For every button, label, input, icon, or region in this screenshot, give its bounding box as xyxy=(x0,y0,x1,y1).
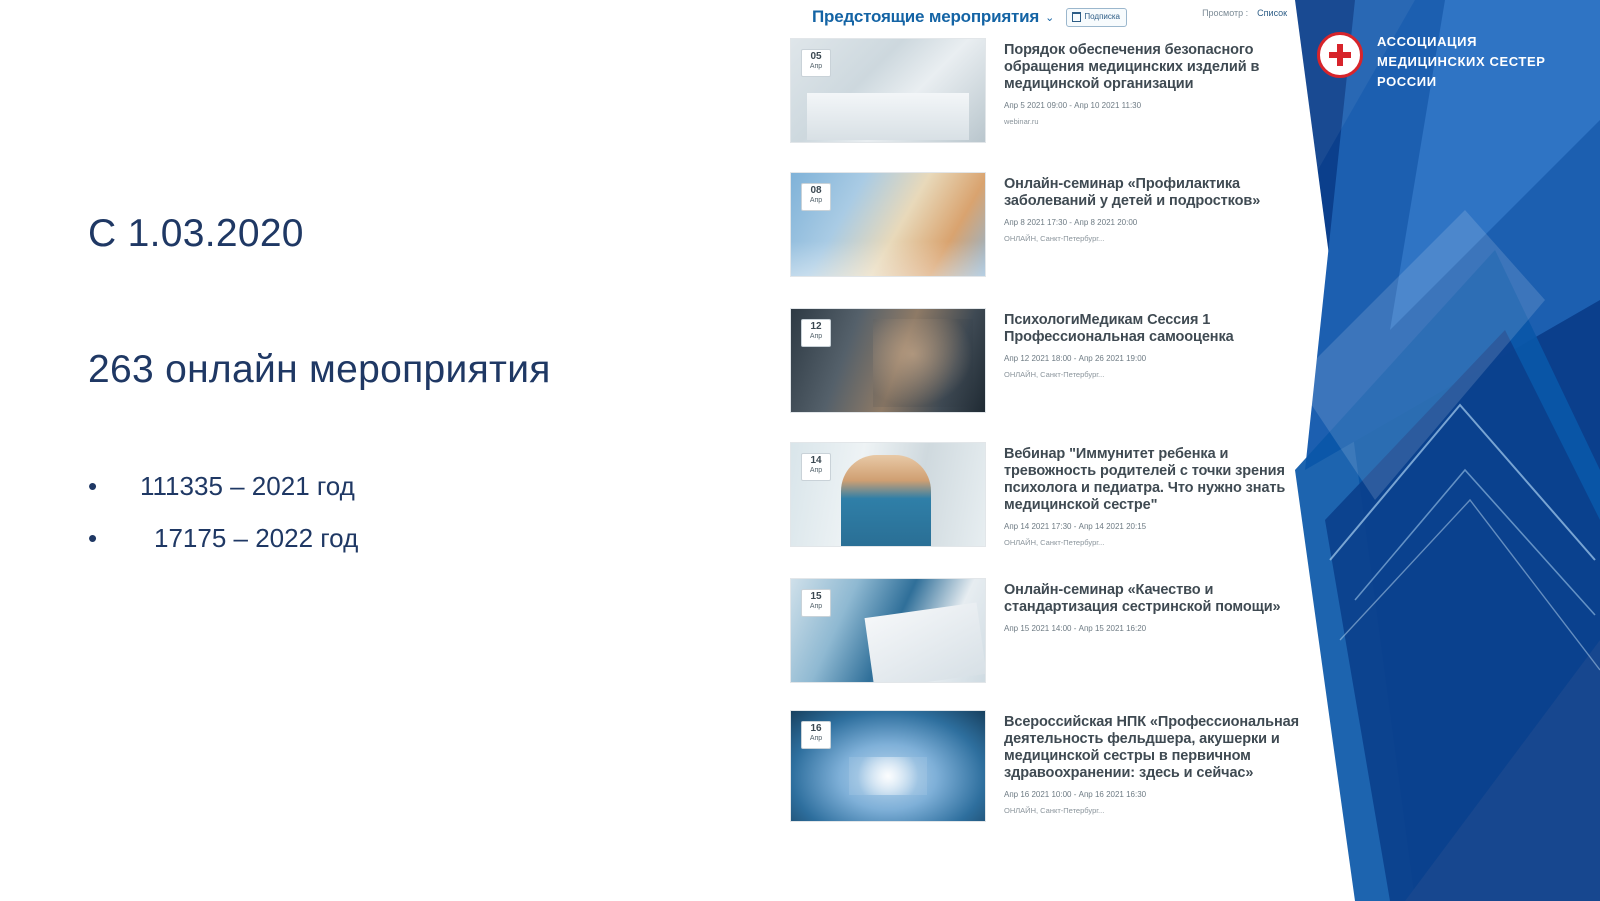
event-title[interactable]: Онлайн-семинар «Качество и стандартизация сестринской помощи» xyxy=(1004,582,1281,616)
calendar-icon xyxy=(1072,12,1081,22)
bullet-list xyxy=(88,470,688,574)
event-title[interactable]: ПсихологиМедикам Сессия 1 Профессиональная самооценка xyxy=(1004,312,1234,346)
view-mode-label: Просмотр : xyxy=(1202,8,1249,18)
event-thumbnail xyxy=(790,710,986,822)
date-badge xyxy=(801,589,831,617)
event-place: ОНЛАЙН, Санкт-Петербург... xyxy=(1004,538,1105,548)
bullet-marker-icon: • xyxy=(88,471,98,501)
event-title[interactable]: Порядок обеспечения безопасного обращения медицинских изделий в медицинской организации xyxy=(1004,42,1260,93)
list-item xyxy=(88,470,688,502)
events-screenshot xyxy=(790,0,1310,880)
brand-panel xyxy=(1295,0,1600,901)
list-item[interactable] xyxy=(790,442,1310,547)
event-thumbnail xyxy=(790,578,986,683)
date-badge xyxy=(801,49,831,77)
headline-date: С 1.03.2020 xyxy=(88,212,304,255)
logo-red-cross-icon xyxy=(1317,32,1363,78)
slide-text-area xyxy=(0,0,790,901)
event-place: webinar.ru xyxy=(1004,117,1039,127)
date-badge xyxy=(801,319,831,347)
date-day: 16 xyxy=(810,723,822,734)
event-body xyxy=(986,578,1310,683)
event-thumbnail xyxy=(790,38,986,143)
event-thumbnail xyxy=(790,442,986,547)
event-time: Апр 8 2021 17:30 - Апр 8 2021 20:00 xyxy=(1004,218,1138,228)
list-item[interactable] xyxy=(790,172,1310,277)
date-badge xyxy=(801,721,831,749)
brand-line-2: МЕДИЦИНСКИХ СЕСТЕР xyxy=(1377,54,1546,70)
event-thumbnail xyxy=(790,308,986,413)
list-item[interactable] xyxy=(790,38,1310,143)
list-item[interactable] xyxy=(790,710,1310,822)
event-thumbnail xyxy=(790,172,986,277)
event-body xyxy=(986,308,1310,413)
date-month: Апр xyxy=(809,602,823,610)
event-time: Апр 12 2021 18:00 - Апр 26 2021 19:00 xyxy=(1004,354,1147,364)
event-title[interactable]: Всероссийская НПК «Профессиональная деятельность фельдшера, акушерки и медицинской сестры в первичном здравоохранении: здесь и сейчас» xyxy=(1004,714,1299,782)
headline-count: 263 онлайн мероприятия xyxy=(88,348,551,391)
event-place: ОНЛАЙН, Санкт-Петербург... xyxy=(1004,806,1105,816)
brand-line-1: АССОЦИАЦИЯ xyxy=(1377,34,1478,49)
date-day: 12 xyxy=(810,321,822,332)
subscribe-button[interactable] xyxy=(1066,8,1127,27)
event-body xyxy=(986,172,1310,277)
date-month: Апр xyxy=(809,466,823,474)
event-time: Апр 5 2021 09:00 - Апр 10 2021 11:30 xyxy=(1004,101,1142,111)
brand-geometry xyxy=(1295,0,1600,901)
events-header xyxy=(790,0,1310,34)
event-time: Апр 16 2021 10:00 - Апр 16 2021 16:30 xyxy=(1004,790,1147,800)
date-month: Апр xyxy=(809,62,823,70)
event-place: ОНЛАЙН, Санкт-Петербург... xyxy=(1004,234,1105,244)
date-month: Апр xyxy=(809,332,823,340)
date-badge xyxy=(801,183,831,211)
date-month: Апр xyxy=(809,734,823,742)
date-day: 15 xyxy=(810,591,822,602)
date-day: 05 xyxy=(810,51,822,62)
event-body xyxy=(986,38,1310,143)
event-time: Апр 15 2021 14:00 - Апр 15 2021 16:20 xyxy=(1004,624,1147,634)
chevron-down-icon[interactable]: ⌄ xyxy=(1045,11,1055,24)
event-place: ОНЛАЙН, Санкт-Петербург... xyxy=(1004,370,1105,380)
date-day: 08 xyxy=(810,185,822,196)
date-month: Апр xyxy=(809,196,823,204)
list-item[interactable] xyxy=(790,578,1310,683)
event-time: Апр 14 2021 17:30 - Апр 14 2021 20:15 xyxy=(1004,522,1147,532)
bullet-text: 17175 – 2022 год xyxy=(154,523,359,553)
event-title[interactable]: Онлайн-семинар «Профилактика заболеваний у детей и подростков» xyxy=(1004,176,1261,210)
page-title: Предстоящие мероприятия xyxy=(812,7,1040,26)
event-body xyxy=(986,442,1310,547)
list-item[interactable] xyxy=(790,308,1310,413)
event-body xyxy=(986,710,1310,822)
event-title[interactable]: Вебинар "Иммунитет ребенка и тревожность родителей с точки зрения психолога и педиатра. Что нужно знать медицинской сестре" xyxy=(1004,446,1286,514)
view-mode-value[interactable]: Список xyxy=(1257,8,1288,18)
bullet-text: 111335 – 2021 год xyxy=(140,471,355,501)
date-day: 14 xyxy=(810,455,822,466)
bullet-marker-icon: • xyxy=(88,523,98,553)
date-badge xyxy=(801,453,831,481)
view-mode-switcher[interactable] xyxy=(1202,8,1302,18)
brand-title xyxy=(1377,32,1546,92)
brand-line-3: РОССИИ xyxy=(1377,74,1437,90)
list-item xyxy=(88,522,688,554)
subscribe-label: Подписка xyxy=(1084,11,1120,21)
